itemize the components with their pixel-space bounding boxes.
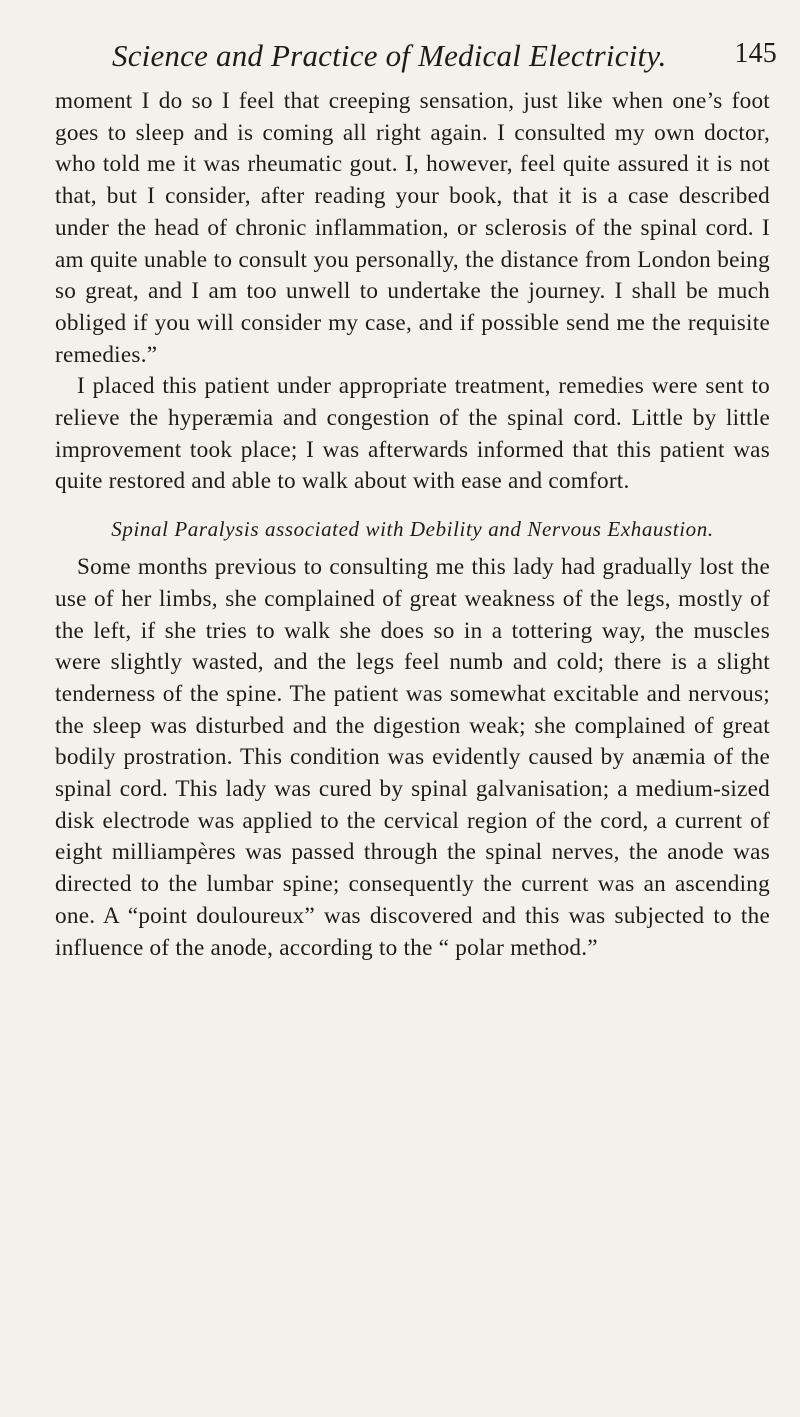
body-text bbox=[55, 86, 770, 964]
paragraph-continued-letter: moment I do so I feel that creeping sensation, just like when one’s foot goes to sleep and is coming all right again. I consulted my own doctor, who told me it was rheumatic gout. I, however, feel quite assured it is not that, but I consider, after reading your book, that it is a case described under the head of chronic inflammation, or sclerosis of the spinal cord. I am quite unable to consult you personally, the distance from London being so great, and I am too unwell to undertake the journey. I shall be much obliged if you will consider my case, and if possible send me the requisite remedies.” bbox=[55, 88, 770, 368]
page-number: 145 bbox=[734, 38, 777, 69]
running-title: Science and Practice of Medical Electricity. bbox=[112, 38, 667, 73]
paragraph-treatment-outcome: I placed this patient under appropriate treatment, remedies were sent to relieve the hyperæmia and congestion of the spinal cord. Little by little improvement took place; I was afterwards informed that this patient was quite restored and able to walk about with ease and comfort. bbox=[55, 373, 770, 495]
paragraph-case-description: Some months previous to consulting me this lady had gradually lost the use of her limbs, she complained of great weakness of the legs, mostly of the left, if she tries to walk she does so in a tottering way, the muscles were slightly wasted, and the legs feel numb and cold; there is a slight tenderness of the spine. The patient was somewhat excitable and nervous; the sleep was disturbed and the digestion weak; she complained of great bodily prostration. This condition was evidently caused by anæmia of the spinal cord. This lady was cured by spinal galvanisation; a medium-sized disk electrode was applied to the cervical region of the cord, a current of eight milliampères was passed through the spinal nerves, the anode was directed to the lumbar spine; consequently the current was an ascending one. A “point douloureux” was discovered and this was subjected to the influence of the anode, according to the “ polar method.” bbox=[55, 554, 770, 961]
section-heading: Spinal Paralysis associated with Debility and Nervous Exhaustion. bbox=[111, 517, 714, 542]
running-head bbox=[112, 38, 777, 84]
